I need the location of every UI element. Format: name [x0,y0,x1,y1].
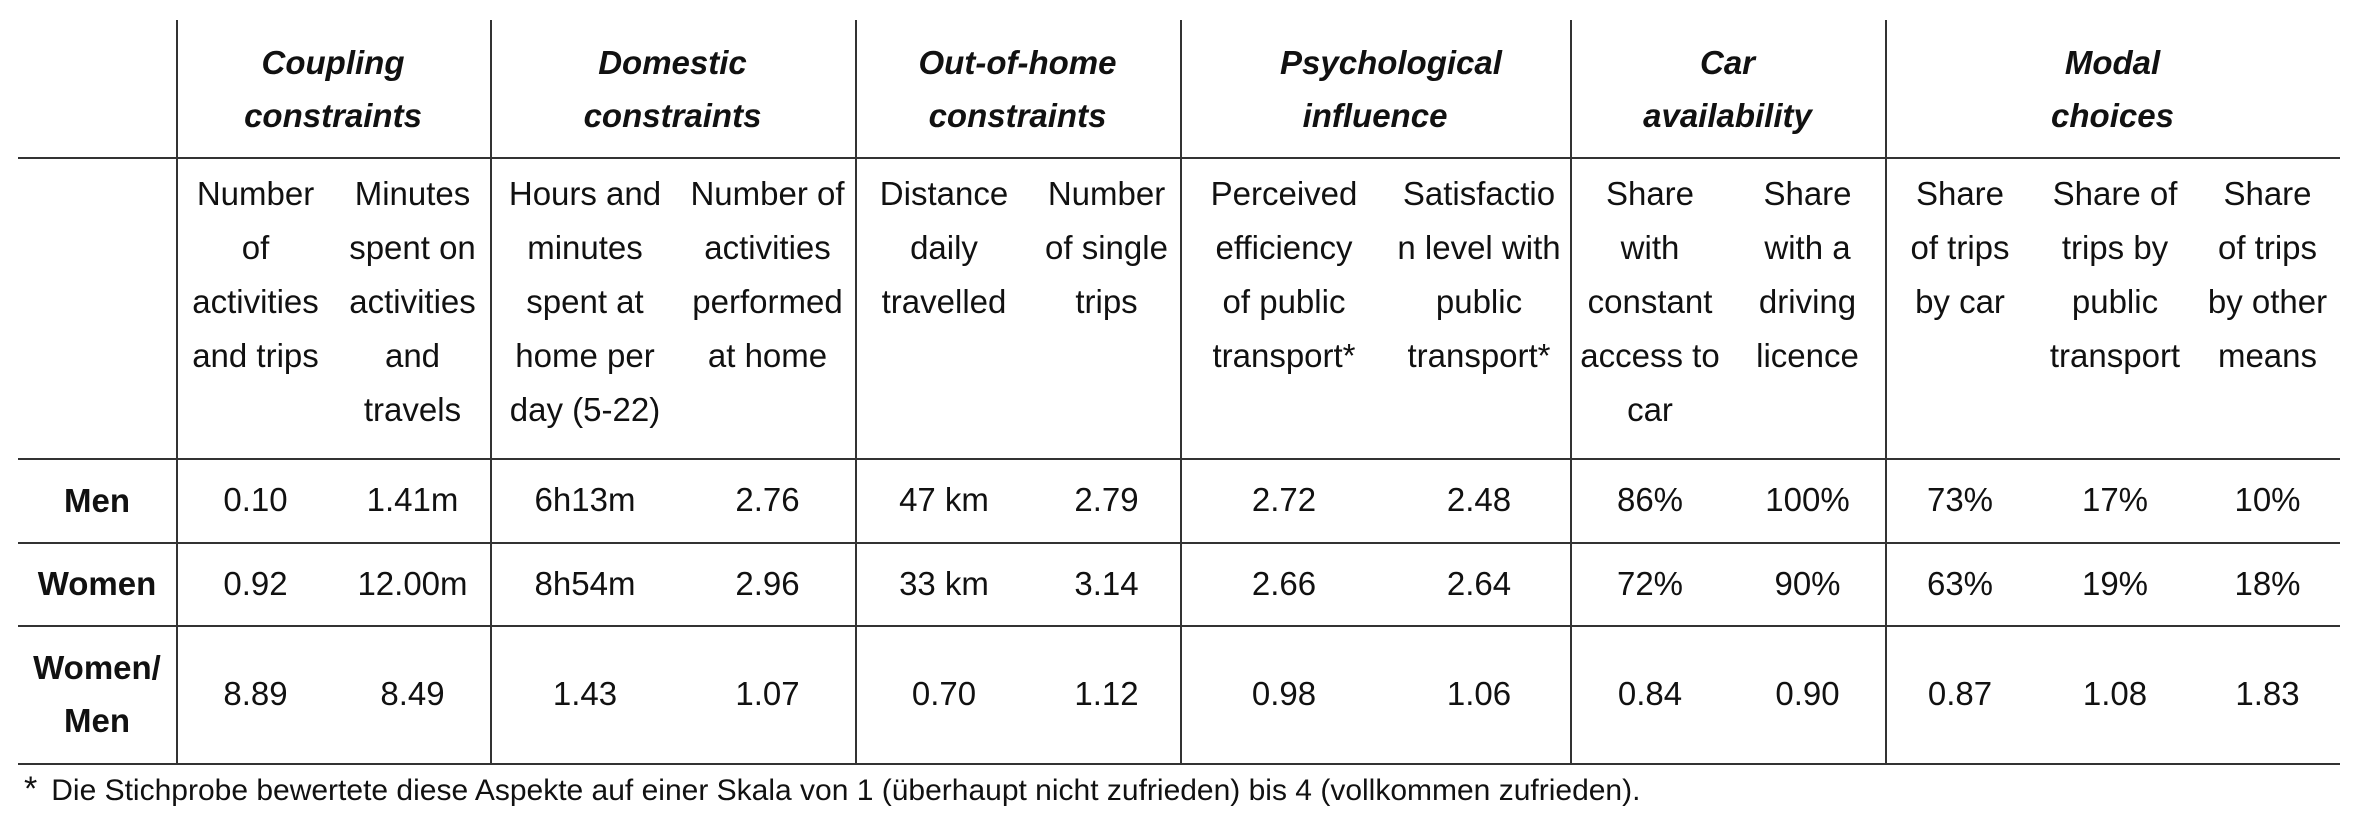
table-cell: 0.90 [1775,675,1840,712]
table-cell: 33 km [899,564,989,602]
column-header [2195,157,2340,458]
group-header-label: Psychological influence [1280,43,1502,134]
table-cell: 17% [2081,481,2149,518]
table-cell: 2.66 [1251,564,1317,602]
table-cell: 1.12 [1074,675,1139,712]
table-cell: 12.00m [357,564,468,602]
column-header [490,157,680,458]
table-cell: 2.64 [1446,564,1512,602]
group-header-label: Out-of-home constraints [918,43,1117,134]
row-label: Women [37,565,157,602]
column-header-label: Number of activities performed at home [690,175,845,374]
table-cell: 0.98 [1251,675,1317,712]
row-label: Men [64,481,130,519]
footnote [24,770,1640,809]
table-cell: 90% [1774,564,1841,602]
table-cell: 1.41m [366,481,459,518]
column-header [1570,157,1730,458]
column-header-label: Satisfaction level with public transport* [1397,175,1561,374]
table-cell: 6h13m [534,481,636,518]
table-cell: 73% [1926,481,1994,518]
table-cell: 0.84 [1617,675,1683,712]
table-cell: 8.89 [223,675,288,712]
column-header-label: Perceived efficiency of public transport* [1210,175,1358,374]
column-header-label: Number of activities and trips [192,175,319,374]
group-header [490,20,855,157]
table-cell: 2.48 [1446,481,1512,518]
table-cell: 1.43 [552,675,618,712]
table-cell: 19% [2081,564,2149,602]
row-label: Women/ Men [33,649,161,739]
table-cell: 3.14 [1074,564,1139,602]
group-header [1885,20,2340,157]
table-cell: 0.92 [223,564,288,602]
group-header-label: Coupling constraints [244,43,422,134]
table-cell: 2.96 [735,564,800,602]
group-header [176,20,490,157]
group-header [1180,20,1570,157]
column-header-label: Distance daily travelled [879,175,1009,320]
group-header-label: Domestic constraints [583,43,762,134]
column-header [1730,157,1885,458]
table-cell: 0.70 [911,675,977,712]
column-header [855,157,1033,458]
column-header-label: Share with a driving licence [1756,175,1859,374]
table-cell: 8.49 [380,675,445,712]
table-cell: 1.08 [2082,675,2148,712]
table-cell: 47 km [899,481,989,518]
table-cell: 86% [1616,481,1684,518]
column-header [1180,157,1388,458]
column-header-label: Minutes spent on activities and travels [349,175,476,428]
column-header [2035,157,2195,458]
column-header-label: Hours and minutes spent at home per day (5-22) [508,175,662,428]
group-header [855,20,1180,157]
table-cell: 2.79 [1074,481,1139,518]
column-header-label: Share of trips by public transport [2049,175,2181,374]
column-header [176,157,335,458]
table-cell: 100% [1765,481,1850,518]
table-cell: 8h54m [534,564,636,602]
column-header [1388,157,1570,458]
table-cell: 1.07 [735,675,800,712]
table-cell: 0.10 [223,481,288,518]
column-header-label: Share of trips by car [1910,175,2010,320]
footnote-marker: * [24,770,38,808]
table-cell: 2.72 [1251,481,1317,518]
column-header [1033,157,1180,458]
column-header-label: Share of trips by other means [2207,175,2328,374]
table-cell: 1.83 [2235,675,2300,712]
row-separator [18,763,2340,765]
column-header [335,157,490,458]
column-header [680,157,855,458]
table-cell: 0.87 [1927,675,1993,712]
table-cell: 63% [1926,564,1994,602]
footnote-text: Die Stichprobe bewertete diese Aspekte auf einer Skala von 1 (überhaupt nicht zufrieden) bis 4 (vollkommen zufrieden). [51,774,1641,807]
group-header-label: Car availability [1643,43,1812,134]
column-header [1885,157,2035,458]
table-cell: 10% [2234,481,2301,518]
table-cell: 18% [2234,564,2301,602]
group-header [1570,20,1885,157]
column-header-label: Share with constant access to car [1580,175,1720,428]
table-cell: 72% [1616,564,1684,602]
table-cell: 2.76 [735,481,800,518]
group-header-label: Modal choices [2051,43,2174,134]
column-header-label: Number of single trips [1045,175,1168,320]
table-cell: 1.06 [1446,675,1512,712]
